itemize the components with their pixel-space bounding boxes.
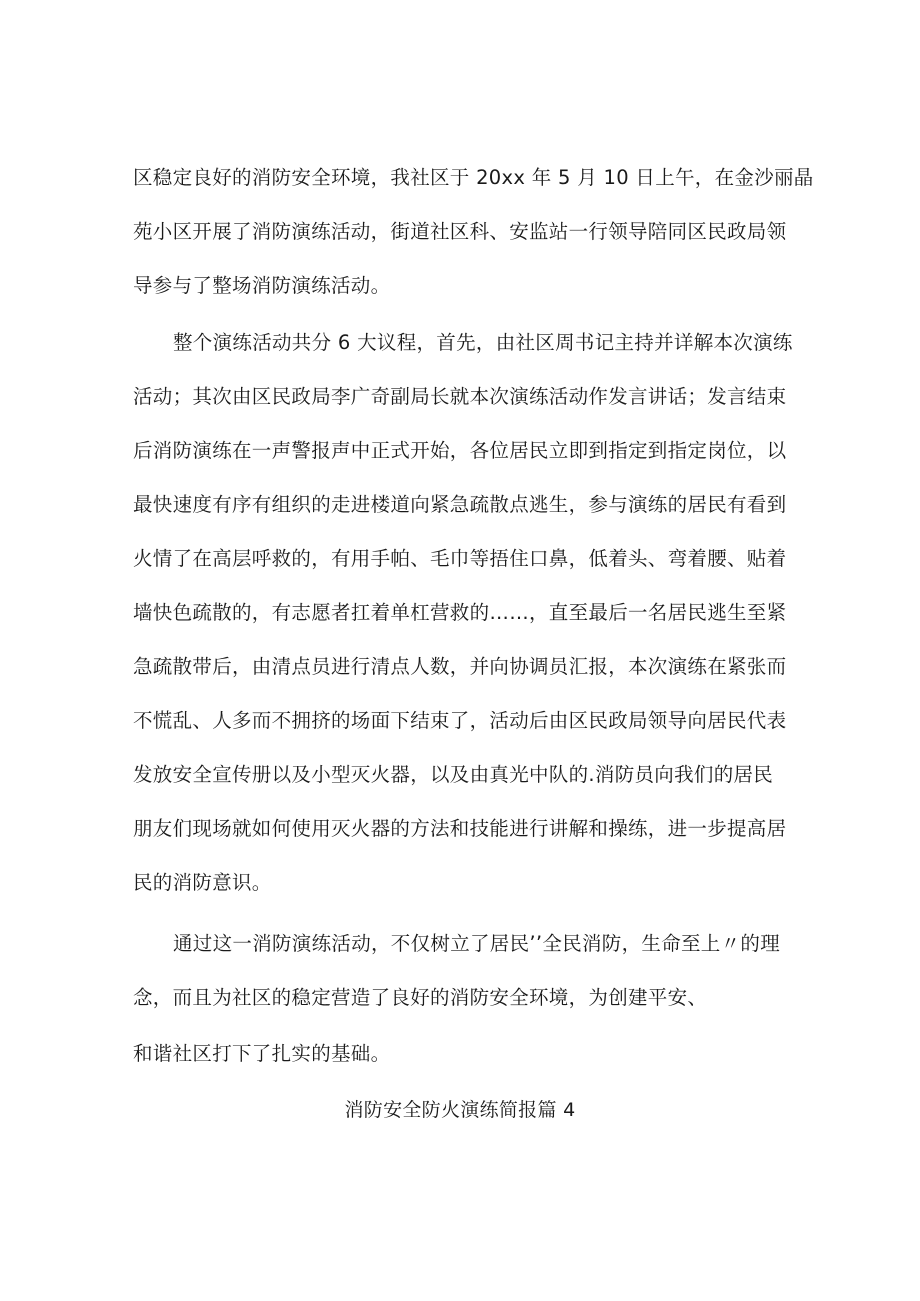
paragraph-2-line-2: 活动；其次由区民政局李广奇副局长就本次演练活动作发言讲话；发言结束: [133, 385, 787, 408]
paragraph-3-line-1: 通过这一消防演练活动，不仅树立了居民’’全民消防，生命至上〃的理: [173, 932, 780, 955]
paragraph-2-line-6: 墙快色疏散的，有志愿者扛着单杠营救的……，直至最后一名居民逃生至紧: [133, 601, 787, 624]
paragraph-1-line-3: 导参与了整场消防演练活动。: [133, 274, 391, 297]
paragraph-2-line-9: 发放安全宣传册以及小型灭火器，以及由真光中队的.消防员向我们的居民: [133, 763, 774, 786]
paragraph-3-line-3: 和谐社区打下了扎实的基础。: [133, 1042, 391, 1065]
paragraph-2-line-5: 火情了在高层呼救的，有用手帕、毛巾等捂住口鼻，低着头、弯着腰、贴着: [133, 547, 787, 570]
paragraph-3-line-2: 念，而且为社区的稳定营造了良好的消防安全环境，为创建平安、: [133, 986, 708, 1009]
paragraph-2-line-10: 朋友们现场就如何使用灭火器的方法和技能进行讲解和操练，进一步提高居: [133, 817, 787, 840]
paragraph-1-line-2: 苑小区开展了消防演练活动，街道社区科、安监站一行领导陪同区民政局领: [133, 220, 787, 243]
paragraph-2-line-8: 不慌乱、人多而不拥挤的场面下结束了，活动后由区民政局领导向居民代表: [133, 709, 787, 732]
paragraph-2-line-11: 民的消防意识。: [133, 871, 272, 894]
paragraph-1-line-1: 区稳定良好的消防安全环境，我社区于 20xx 年 5 月 10 日上午，在金沙丽晶: [133, 166, 814, 189]
section-heading: 消防安全防火演练简报篇 4: [344, 1099, 576, 1121]
paragraph-2-line-3: 后消防演练在一声警报声中正式开始，各位居民立即到指定到指定岗位，以: [133, 439, 787, 462]
paragraph-2-line-4: 最快速度有序有组织的走进楼道向紧急疏散点逃生，参与演练的居民有看到: [133, 493, 787, 516]
paragraph-2-line-7: 急疏散带后，由清点员进行清点人数，并向协调员汇报，本次演练在紧张而: [133, 655, 787, 678]
paragraph-2-line-1: 整个演练活动共分 6 大议程，首先，由社区周书记主持并详解本次演练: [173, 331, 793, 354]
